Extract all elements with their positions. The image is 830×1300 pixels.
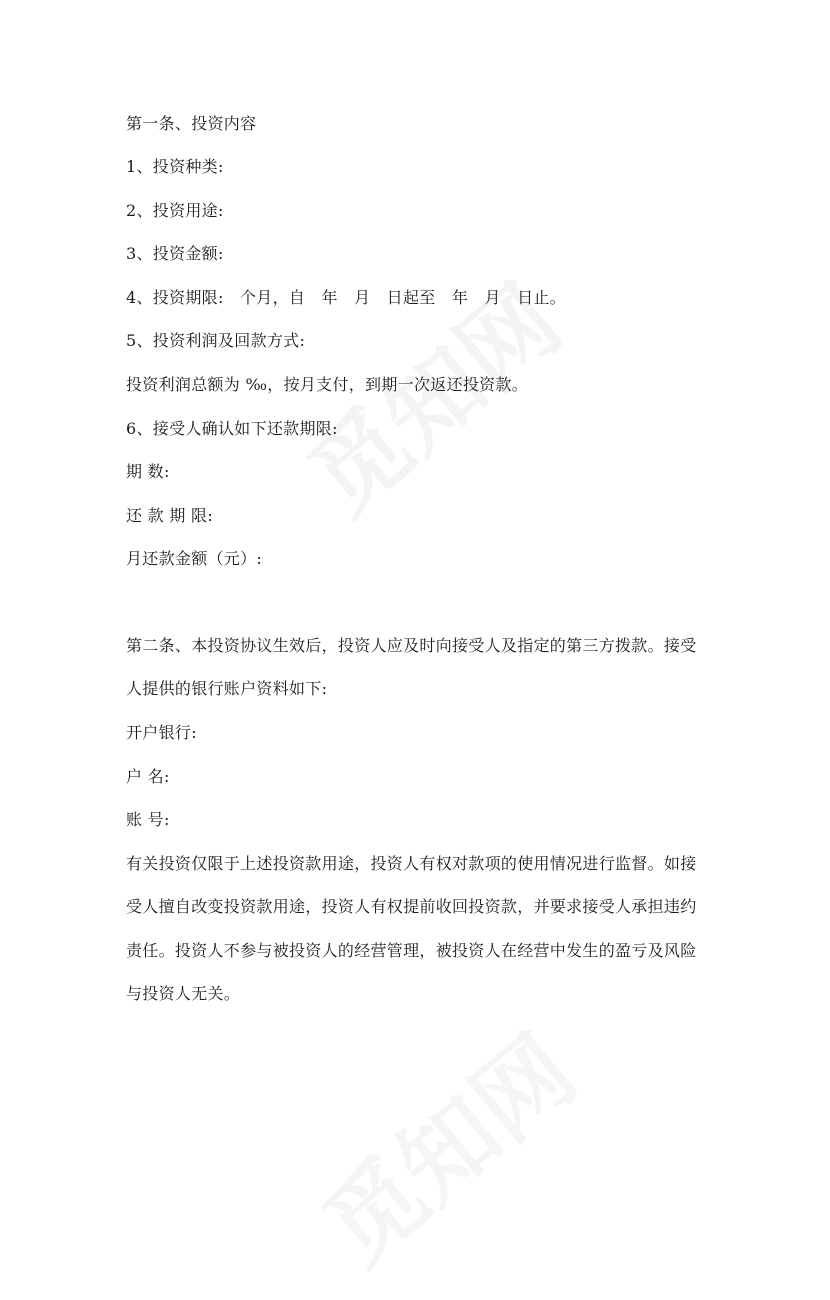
repayment-term-field: 还 款 期 限:	[126, 506, 214, 525]
watermark-bottom	[290, 1000, 610, 1300]
article1-heading: 第一条、投资内容	[126, 114, 257, 133]
usage-paragraph-line4: 与投资人无关。	[126, 984, 241, 1003]
account-name-field: 户 名:	[126, 767, 170, 786]
usage-paragraph-line1: 有关投资仅限于上述投资款用途，投资人有权对款项的使用情况进行监督。如接	[126, 854, 697, 873]
monthly-amount-field: 月还款金额（元）:	[126, 549, 263, 568]
profit-detail: 投资利润总额为 ‰，按月支付，到期一次返还投资款。	[126, 375, 529, 394]
usage-paragraph-line3: 责任。投资人不参与被投资人的经营管理，被投资人在经营中发生的盈亏及风险	[126, 941, 697, 960]
article2-line2: 人提供的银行账户资料如下:	[126, 679, 328, 698]
account-number-field: 账 号:	[126, 810, 170, 829]
item-investment-term: 4、投资期限: 个月，自 年 月 日起至 年 月 日止。	[126, 288, 566, 307]
item-investment-amount: 3、投资金额:	[126, 244, 224, 263]
periods-field: 期 数:	[126, 462, 170, 481]
item-investment-type: 1、投资种类:	[126, 157, 224, 176]
bank-field: 开户银行:	[126, 723, 197, 742]
item-repayment-schedule: 6、接受人确认如下还款期限:	[126, 419, 338, 438]
item-investment-purpose: 2、投资用途:	[126, 201, 224, 220]
article2-line1: 第二条、本投资协议生效后，投资人应及时向接受人及指定的第三方拨款。接受	[126, 636, 697, 655]
item-profit-repayment: 5、投资利润及回款方式:	[126, 331, 306, 350]
usage-paragraph-line2: 受人擅自改变投资款用途，投资人有权提前收回投资款，并要求接受人承担违约	[126, 897, 697, 916]
